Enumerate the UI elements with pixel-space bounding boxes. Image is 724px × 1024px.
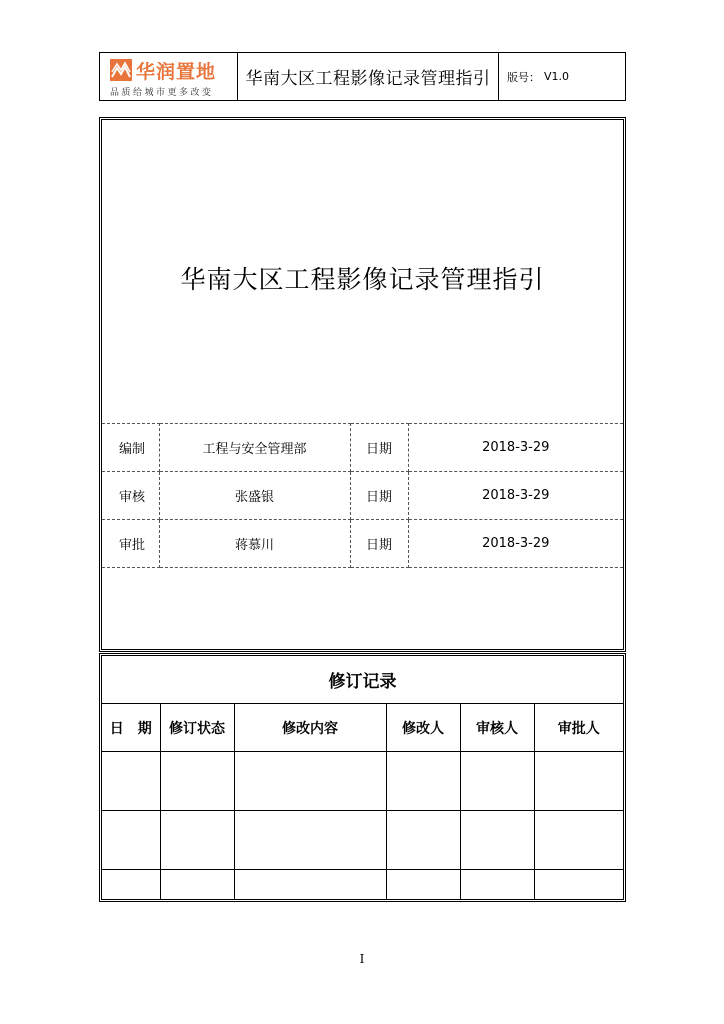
version-block xyxy=(499,53,625,100)
signoff-date: 2018-3-29 xyxy=(408,520,623,568)
signoff-date: 2018-3-29 xyxy=(408,424,623,472)
table-cell xyxy=(534,870,623,900)
table-cell xyxy=(534,752,623,811)
col-reviewer: 审核人 xyxy=(460,704,534,752)
signoff-name: 张盛银 xyxy=(159,472,350,520)
col-modifier: 修改人 xyxy=(386,704,460,752)
logo-slogan: 品质给城市更多改变 xyxy=(110,88,214,98)
signoff-date-label: 日期 xyxy=(350,472,408,520)
col-status: 修订状态 xyxy=(160,704,234,752)
table-cell xyxy=(102,811,160,870)
col-date: 日 期 xyxy=(102,704,160,752)
table-cell xyxy=(160,870,234,900)
logo-mountain-icon xyxy=(110,59,132,81)
table-cell xyxy=(460,752,534,811)
col-approver: 审批人 xyxy=(534,704,623,752)
table-cell xyxy=(102,870,160,900)
version-value: V1.0 xyxy=(544,70,570,83)
header-title: 华南大区工程影像记录管理指引 xyxy=(238,53,499,100)
table-cell xyxy=(234,752,386,811)
revision-header-row xyxy=(102,704,623,752)
signoff-row xyxy=(102,472,623,520)
company-logo xyxy=(100,53,238,100)
logo-name: 华润置地 xyxy=(136,61,217,83)
revision-table xyxy=(102,656,623,899)
revision-box xyxy=(99,653,626,902)
table-cell xyxy=(460,811,534,870)
table-row xyxy=(102,870,623,900)
table-cell xyxy=(160,811,234,870)
signoff-role: 审批 xyxy=(102,520,159,568)
table-cell xyxy=(386,811,460,870)
cover-box xyxy=(99,117,626,652)
table-cell xyxy=(386,870,460,900)
table-cell xyxy=(234,811,386,870)
signoff-date: 2018-3-29 xyxy=(408,472,623,520)
signoff-role: 审核 xyxy=(102,472,159,520)
col-content: 修改内容 xyxy=(234,704,386,752)
table-cell xyxy=(534,811,623,870)
document-header xyxy=(99,52,626,101)
page-number: I xyxy=(359,952,365,966)
table-row xyxy=(102,752,623,811)
cover-title: 华南大区工程影像记录管理指引 xyxy=(180,265,545,294)
signoff-role: 编制 xyxy=(102,424,159,472)
signoff-date-label: 日期 xyxy=(350,424,408,472)
signoff-row xyxy=(102,520,623,568)
signoff-name: 工程与安全管理部 xyxy=(159,424,350,472)
table-cell xyxy=(386,752,460,811)
signoff-date-label: 日期 xyxy=(350,520,408,568)
table-cell xyxy=(234,870,386,900)
signoff-name: 蒋慕川 xyxy=(159,520,350,568)
signoff-table xyxy=(102,423,623,568)
table-row xyxy=(102,811,623,870)
table-cell xyxy=(460,870,534,900)
version-label: 版号： xyxy=(507,70,540,84)
revision-caption: 修订记录 xyxy=(102,656,623,704)
table-cell xyxy=(160,752,234,811)
table-cell xyxy=(102,752,160,811)
signoff-row xyxy=(102,424,623,472)
